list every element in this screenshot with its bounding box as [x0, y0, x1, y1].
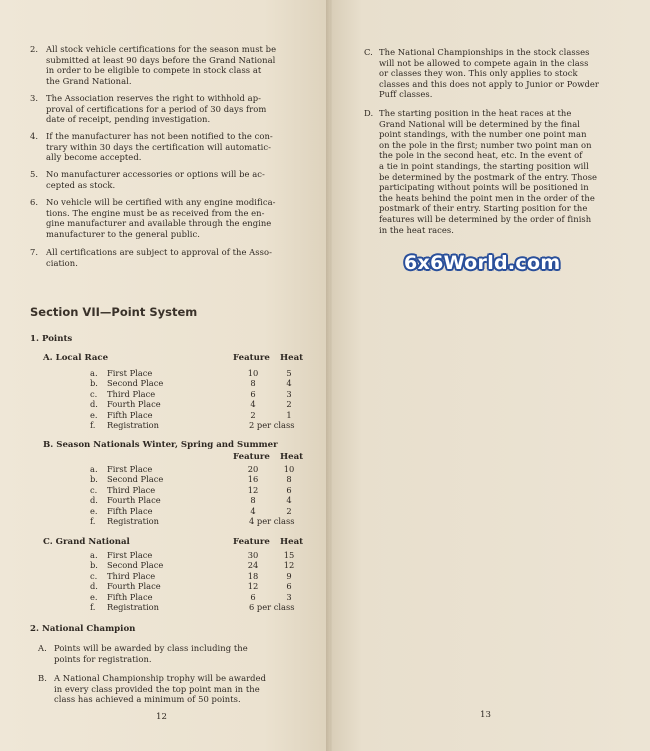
right-line: the pole in the second heat, etc. In the event of	[379, 150, 583, 161]
rule-text	[46, 197, 305, 239]
table-row	[90, 399, 305, 409]
col-feature-label: Feature	[233, 452, 270, 462]
page-number-left: 12	[156, 712, 167, 722]
champion-line: points for registration.	[54, 653, 152, 664]
row-feature-points: 16	[247, 474, 259, 485]
row-heat-points: 1	[286, 409, 292, 420]
row-place: Second Place	[107, 474, 164, 485]
row-letter: c.	[90, 570, 98, 581]
row-heat-points: 10	[283, 464, 295, 474]
rule-line: manufacturer to the general public.	[46, 228, 200, 239]
right-item-letter: C.	[364, 47, 373, 57]
row-place: Fourth Place	[107, 495, 161, 506]
row-letter: b.	[90, 560, 98, 571]
rule-line: proval of certifications for a period of 30 days from	[46, 103, 267, 114]
champion-line: in every class provided the top point man in the	[54, 683, 260, 694]
row-letter: d.	[90, 581, 98, 592]
champion-item-text	[54, 673, 303, 705]
row-place: Second Place	[107, 560, 164, 571]
row-heat-points: 6	[286, 484, 292, 495]
row-feature-points: 8	[250, 495, 256, 506]
rule-line: No vehicle will be certified with any engine modifica-	[46, 197, 276, 207]
right-line: point standings, with the number one point man	[379, 129, 587, 140]
champion-line: Points will be awarded by class including the	[54, 643, 248, 653]
row-place: Registration	[107, 516, 159, 526]
table-title-local-race: A. Local Race	[43, 353, 109, 363]
row-heat-points: 12	[283, 560, 295, 571]
rule-line: The Association reserves the right to withhold ap-	[46, 93, 261, 103]
row-feature-points: 30	[247, 550, 259, 560]
registration-points: 2 per class	[249, 420, 295, 430]
right-line: a tie in point standings, the starting position will	[379, 160, 589, 171]
row-heat-points: 5	[286, 368, 292, 378]
row-heat-points: 9	[286, 570, 292, 581]
row-letter: f.	[90, 516, 96, 526]
rule-line: gine manufacturer and available through the engine	[46, 218, 272, 229]
table-row	[90, 389, 305, 399]
row-place: First Place	[107, 464, 153, 474]
table-row	[90, 485, 305, 495]
page-number-right: 13	[480, 710, 491, 720]
row-letter: a.	[90, 464, 98, 474]
row-letter: f.	[90, 602, 96, 612]
registration-row	[90, 516, 305, 526]
row-letter: c.	[90, 388, 98, 399]
row-place: Fourth Place	[107, 581, 161, 592]
right-line: Grand National will be determined by the final	[379, 118, 580, 129]
table-row	[90, 368, 305, 378]
rule-text	[46, 247, 305, 268]
col-feature-label: Feature	[233, 537, 270, 547]
site-watermark: 6x6World.com	[404, 252, 561, 274]
row-letter: e.	[90, 591, 98, 602]
col-heat-label: Heat	[280, 537, 304, 547]
table-row	[90, 495, 305, 505]
col-feature-label: Feature	[233, 353, 270, 363]
right-item-text	[379, 47, 626, 100]
rule-line: tions. The engine must be as received from the en-	[46, 207, 265, 218]
row-heat-points: 4	[286, 378, 292, 389]
row-feature-points: 6	[250, 591, 256, 602]
table-row	[90, 464, 305, 474]
right-line: or classes they won. This only applies to stock	[379, 68, 578, 79]
right-line: in the heat races.	[379, 224, 454, 235]
right-line: be determined by the postmark of the entry. Those	[379, 171, 598, 182]
rule-line: trary within 30 days the certification will automatic-	[46, 141, 272, 152]
rule-line: ciation.	[46, 257, 78, 268]
rule-line: the Grand National.	[46, 75, 132, 86]
rule-number: 3.	[30, 93, 39, 103]
rule-line: cepted as stock.	[46, 179, 116, 190]
right-line: The National Championships in the stock classes	[379, 47, 590, 57]
row-heat-points: 3	[286, 388, 292, 399]
right-page	[330, 0, 650, 751]
book-gutter	[326, 0, 332, 751]
row-feature-points: 24	[247, 560, 259, 571]
row-feature-points: 8	[250, 378, 256, 389]
rule-number: 5.	[30, 169, 39, 179]
right-line: participating without points will be positioned in	[379, 182, 589, 193]
row-heat-points: 15	[283, 550, 295, 560]
rule-line: All certifications are subject to approval of the Asso-	[46, 247, 272, 257]
row-feature-points: 4	[250, 399, 256, 410]
table-row	[90, 410, 305, 420]
rule-line: If the manufacturer has not been notified to the con-	[46, 131, 273, 141]
row-place: Registration	[107, 420, 159, 430]
row-feature-points: 12	[247, 484, 259, 495]
section-title: Section VII—Point System	[30, 305, 198, 319]
rule-text	[46, 169, 305, 190]
row-place: Second Place	[107, 378, 164, 389]
row-letter: a.	[90, 550, 98, 560]
table-row	[90, 506, 305, 516]
rule-text	[46, 131, 305, 163]
rule-line: in order to be eligible to compete in stock class at	[46, 65, 262, 76]
right-line: on the pole in the first; number two point man on	[379, 139, 592, 150]
row-heat-points: 8	[286, 474, 292, 485]
row-heat-points: 2	[286, 399, 292, 410]
rule-number: 7.	[30, 247, 39, 257]
row-place: Fifth Place	[107, 505, 153, 516]
right-item-text	[379, 108, 626, 235]
row-place: First Place	[107, 368, 153, 378]
table-row	[90, 581, 305, 591]
row-letter: e.	[90, 409, 98, 420]
table-row	[90, 560, 305, 570]
row-letter: d.	[90, 399, 98, 410]
col-heat-label: Heat	[280, 353, 304, 363]
row-heat-points: 4	[286, 495, 292, 506]
row-place: Third Place	[107, 484, 156, 495]
rule-line: date of receipt, pending investigation.	[46, 114, 211, 125]
right-line: features will be determined by the order of finish	[379, 213, 592, 224]
row-place: Registration	[107, 602, 159, 612]
right-line: postmark of their entry. Starting position for the	[379, 203, 588, 214]
row-place: Third Place	[107, 570, 156, 581]
table-row	[90, 592, 305, 602]
rule-text	[46, 93, 305, 125]
row-place: Fourth Place	[107, 399, 161, 410]
rule-line: No manufacturer accessories or options will be ac-	[46, 169, 265, 179]
registration-points: 4 per class	[249, 516, 295, 526]
row-letter: e.	[90, 505, 98, 516]
rule-number: 2.	[30, 44, 39, 54]
row-feature-points: 4	[250, 505, 256, 516]
row-heat-points: 3	[286, 591, 292, 602]
right-line: the heats behind the point men in the order of the	[379, 192, 595, 203]
rule-number: 4.	[30, 131, 39, 141]
row-feature-points: 2	[250, 409, 256, 420]
table-row	[90, 550, 305, 560]
right-line: The starting position in the heat races at the	[379, 108, 572, 118]
champion-heading: 2. National Champion	[30, 624, 136, 634]
rule-number: 6.	[30, 197, 39, 207]
right-line: will not be allowed to compete again in the class	[379, 57, 589, 68]
rule-line: submitted at least 90 days before the Grand National	[46, 54, 276, 65]
champion-item-letter: B.	[38, 673, 47, 683]
champion-item-text	[54, 643, 303, 664]
right-item-letter: D.	[364, 108, 374, 118]
row-place: Fifth Place	[107, 409, 153, 420]
row-letter: f.	[90, 420, 96, 430]
registration-points: 6 per class	[249, 602, 295, 612]
row-letter: c.	[90, 484, 98, 495]
row-feature-points: 6	[250, 388, 256, 399]
rule-line: All stock vehicle certifications for the season must be	[46, 44, 277, 54]
row-letter: d.	[90, 495, 98, 506]
row-heat-points: 2	[286, 505, 292, 516]
row-heat-points: 6	[286, 581, 292, 592]
points-heading: 1. Points	[30, 334, 73, 344]
row-feature-points: 12	[247, 581, 259, 592]
table-row	[90, 571, 305, 581]
table-title-season-nationals: B. Season Nationals Winter, Spring and Summer	[43, 440, 278, 450]
rule-text	[46, 44, 305, 86]
row-place: First Place	[107, 550, 153, 560]
rule-line: ally become accepted.	[46, 152, 142, 163]
table-row	[90, 378, 305, 388]
registration-row	[90, 602, 305, 612]
row-letter: a.	[90, 368, 98, 378]
table-title-grand-national: C. Grand National	[43, 537, 130, 547]
col-heat-label: Heat	[280, 452, 304, 462]
right-line: classes and this does not apply to Junior or Powder	[379, 78, 599, 89]
row-feature-points: 10	[247, 368, 259, 378]
champion-line: A National Championship trophy will be awarded	[54, 673, 266, 683]
row-letter: b.	[90, 474, 98, 485]
right-line: Puff classes.	[379, 89, 433, 100]
row-letter: b.	[90, 378, 98, 389]
row-feature-points: 20	[247, 464, 259, 474]
registration-row	[90, 420, 305, 430]
champion-line: class has achieved a minimum of 50 points.	[54, 694, 241, 705]
row-feature-points: 18	[247, 570, 259, 581]
table-row	[90, 474, 305, 484]
champion-item-letter: A.	[38, 643, 47, 653]
row-place: Fifth Place	[107, 591, 153, 602]
row-place: Third Place	[107, 388, 156, 399]
